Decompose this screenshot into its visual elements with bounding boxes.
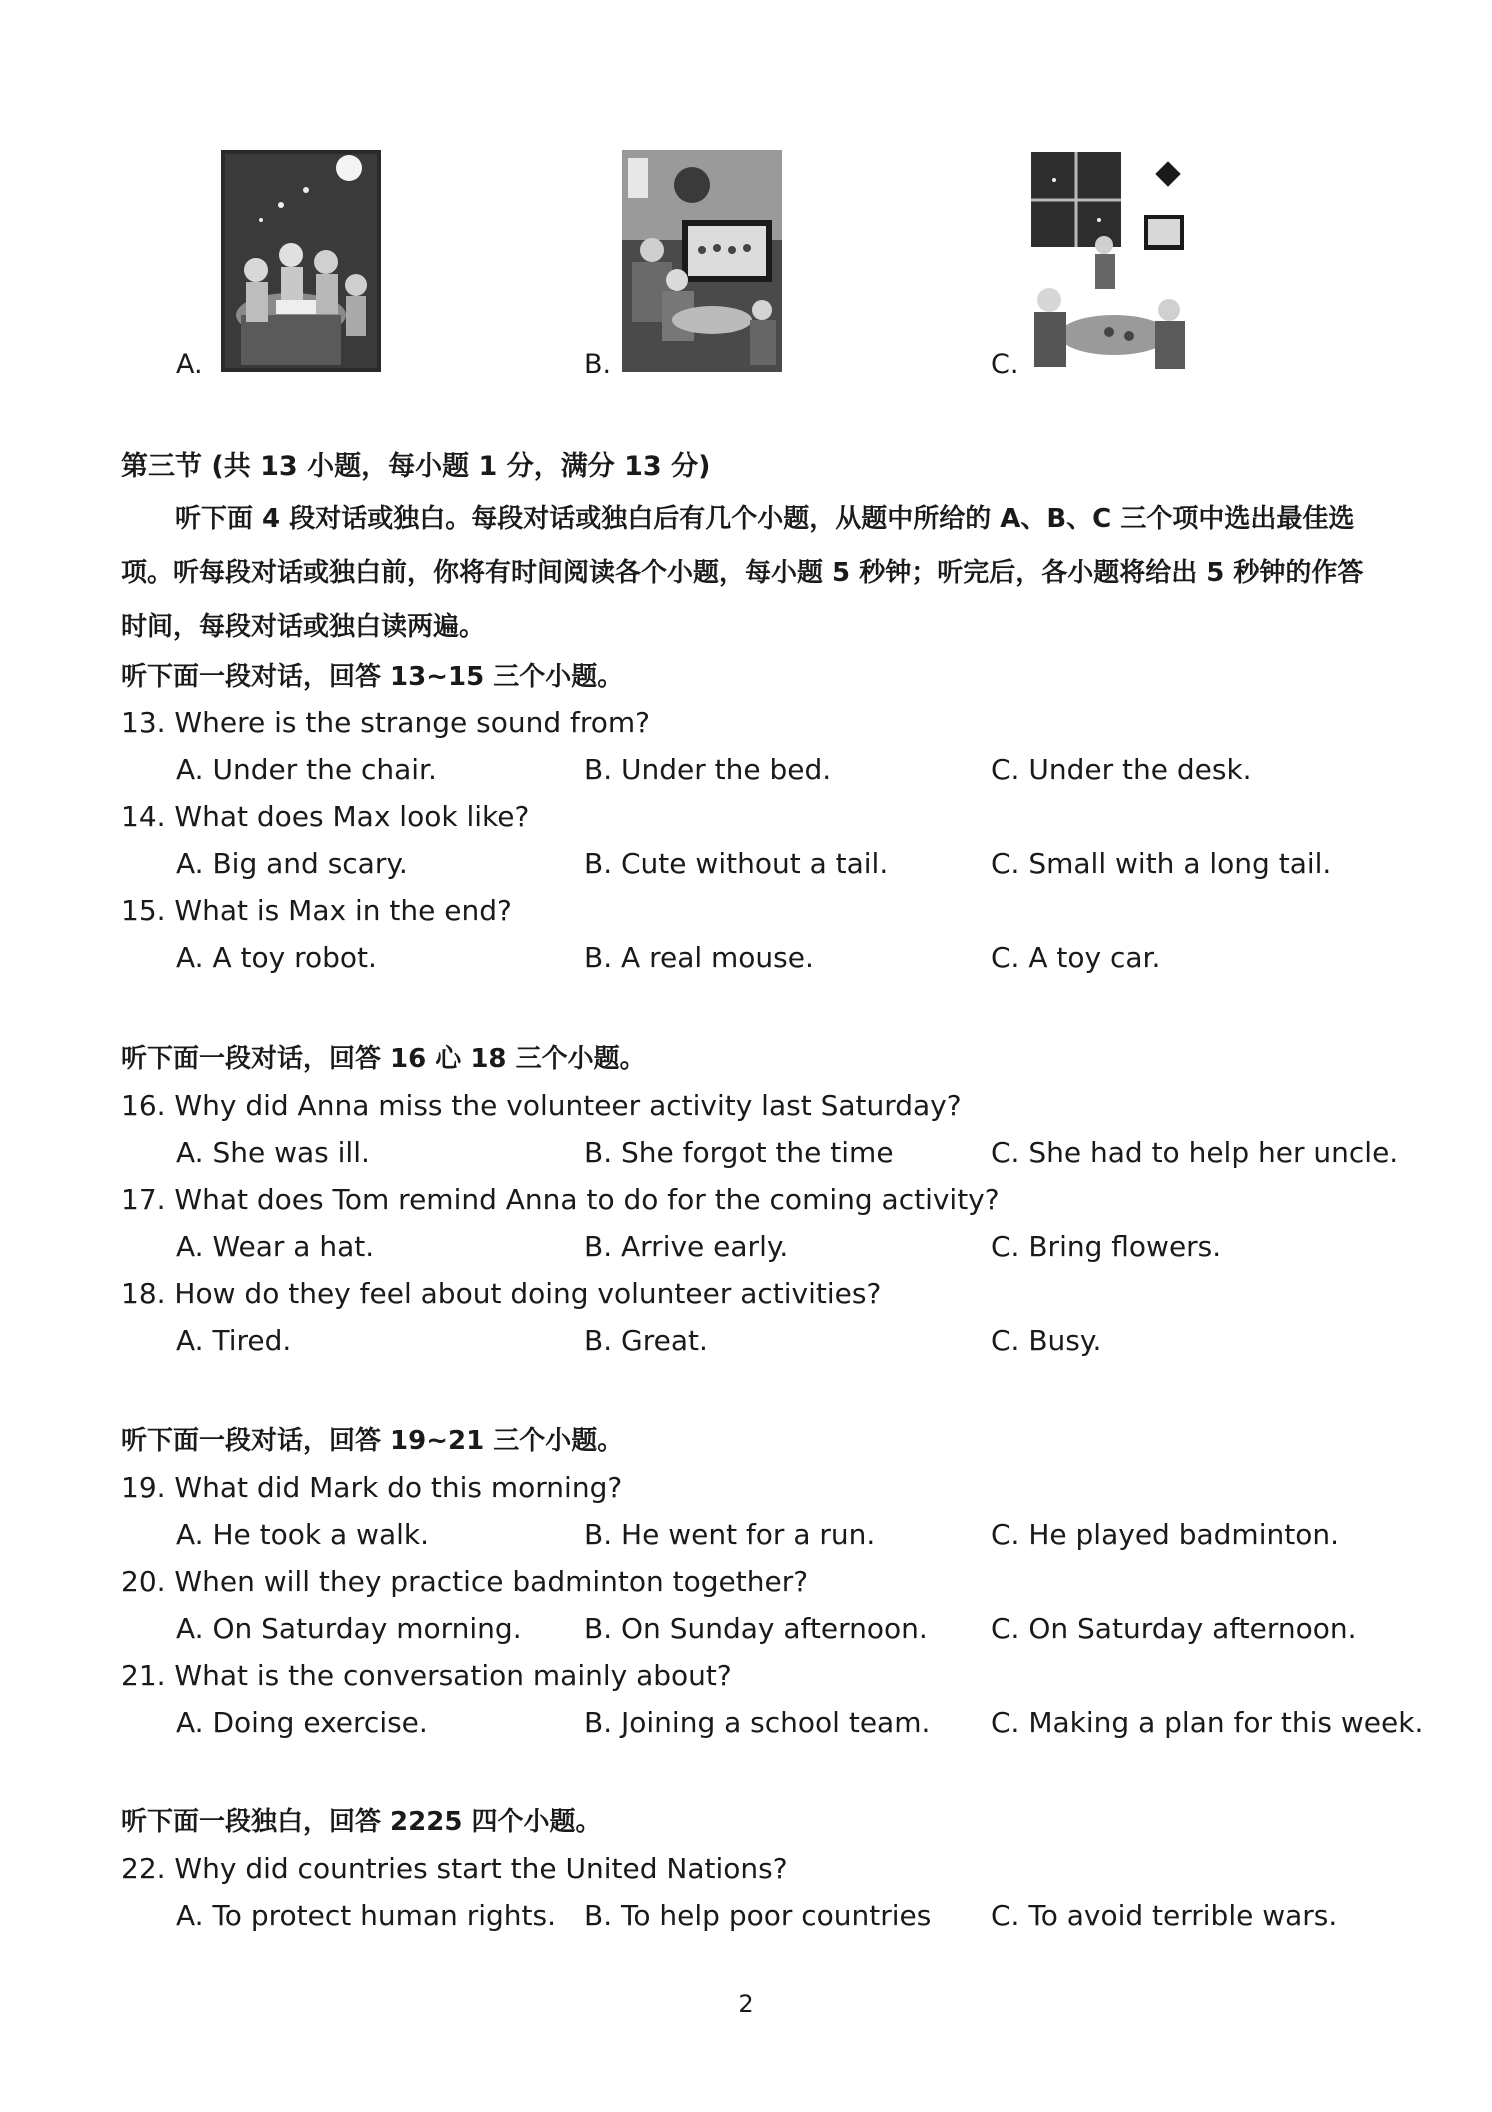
- option-a[interactable]: A. To protect human rights.: [176, 1899, 556, 1932]
- reunion-dinner-picture: [1029, 150, 1189, 372]
- picture-option-b[interactable]: [584, 150, 814, 380]
- option-b[interactable]: B. A real mouse.: [584, 941, 814, 974]
- option-b[interactable]: B. On Sunday afternoon.: [584, 1612, 928, 1645]
- options-19: [0, 1518, 1492, 1558]
- option-b[interactable]: B. Joining a school team.: [584, 1706, 931, 1739]
- page-number: 2: [738, 1990, 754, 2018]
- question-13: 13. Where is the strange sound from?: [121, 706, 651, 739]
- option-c[interactable]: C. Small with a long tail.: [991, 847, 1332, 880]
- option-b[interactable]: B. He went for a run.: [584, 1518, 876, 1551]
- group-header: 听下面一段对话，回答 19~21 三个小题。: [121, 1426, 624, 1456]
- options-15: [0, 941, 1492, 981]
- option-a[interactable]: A. Wear a hat.: [176, 1230, 375, 1263]
- option-a[interactable]: A. Big and scary.: [176, 847, 408, 880]
- group-header: 听下面一段对话，回答 13~15 三个小题。: [121, 662, 624, 692]
- option-c[interactable]: C. Busy.: [991, 1324, 1102, 1357]
- options-14: [0, 847, 1492, 887]
- option-c[interactable]: C. To avoid terrible wars.: [991, 1899, 1338, 1932]
- question-17: 17. What does Tom remind Anna to do for the coming activity?: [121, 1183, 1000, 1216]
- option-b[interactable]: B. Arrive early.: [584, 1230, 789, 1263]
- option-b[interactable]: B. Under the bed.: [584, 753, 832, 786]
- option-b[interactable]: B. To help poor countries: [584, 1899, 932, 1932]
- picture-options: [0, 150, 1492, 380]
- option-b[interactable]: B. Cute without a tail.: [584, 847, 889, 880]
- question-15: 15. What is Max in the end?: [121, 894, 512, 927]
- option-c[interactable]: C. He played badminton.: [991, 1518, 1339, 1551]
- family-tv-picture: [622, 150, 782, 372]
- options-22: [0, 1899, 1492, 1939]
- options-17: [0, 1230, 1492, 1270]
- option-c[interactable]: C. A toy car.: [991, 941, 1161, 974]
- options-16: [0, 1136, 1492, 1176]
- option-c[interactable]: C. On Saturday afternoon.: [991, 1612, 1357, 1645]
- question-14: 14. What does Max look like?: [121, 800, 530, 833]
- question-21: 21. What is the conversation mainly about?: [121, 1659, 732, 1692]
- section-title: 第三节 (共 13 小题，每小题 1 分，满分 13 分): [121, 451, 711, 482]
- group-header: 听下面一段对话，回答 16 心 18 三个小题。: [121, 1044, 646, 1074]
- option-a[interactable]: A. Doing exercise.: [176, 1706, 428, 1739]
- picture-option-a[interactable]: [176, 150, 406, 380]
- question-22: 22. Why did countries start the United Nations?: [121, 1852, 788, 1885]
- option-b[interactable]: B. She forgot the time: [584, 1136, 894, 1169]
- question-18: 18. How do they feel about doing volunteer activities?: [121, 1277, 882, 1310]
- option-a[interactable]: A. He took a walk.: [176, 1518, 430, 1551]
- option-a[interactable]: A. A toy robot.: [176, 941, 377, 974]
- option-c[interactable]: C. She had to help her uncle.: [991, 1136, 1399, 1169]
- options-21: [0, 1706, 1492, 1746]
- options-20: [0, 1612, 1492, 1652]
- picture-option-label: B.: [584, 349, 612, 380]
- option-b[interactable]: B. Great.: [584, 1324, 708, 1357]
- picture-option-label: A.: [176, 349, 203, 380]
- section-instructions: [121, 492, 1389, 654]
- options-13: [0, 753, 1492, 793]
- instructions-text: 听下面 4 段对话或独白。每段对话或独白后有几个小题，从题中所给的 A、B、C 三个项中选出最佳选项。听每段对话或独白前，你将有时间阅读各个小题，每小题 5 秒钟；听完后，各小题将给出 5 秒钟的作答时间，每段对话或独白读两遍。: [121, 504, 1364, 642]
- group-header: 听下面一段独白，回答 2225 四个小题。: [121, 1807, 602, 1837]
- option-a[interactable]: A. Under the chair.: [176, 753, 437, 786]
- option-a[interactable]: A. Tired.: [176, 1324, 292, 1357]
- picture-option-c[interactable]: [991, 150, 1221, 380]
- question-20: 20. When will they practice badminton together?: [121, 1565, 809, 1598]
- option-a[interactable]: A. She was ill.: [176, 1136, 370, 1169]
- question-19: 19. What did Mark do this morning?: [121, 1471, 623, 1504]
- moon-dinner-picture: [221, 150, 381, 372]
- options-18: [0, 1324, 1492, 1364]
- option-c[interactable]: C. Under the desk.: [991, 753, 1252, 786]
- question-16: 16. Why did Anna miss the volunteer activity last Saturday?: [121, 1089, 962, 1122]
- picture-option-label: C.: [991, 349, 1019, 380]
- option-c[interactable]: C. Bring flowers.: [991, 1230, 1222, 1263]
- option-a[interactable]: A. On Saturday morning.: [176, 1612, 522, 1645]
- option-c[interactable]: C. Making a plan for this week.: [991, 1706, 1424, 1739]
